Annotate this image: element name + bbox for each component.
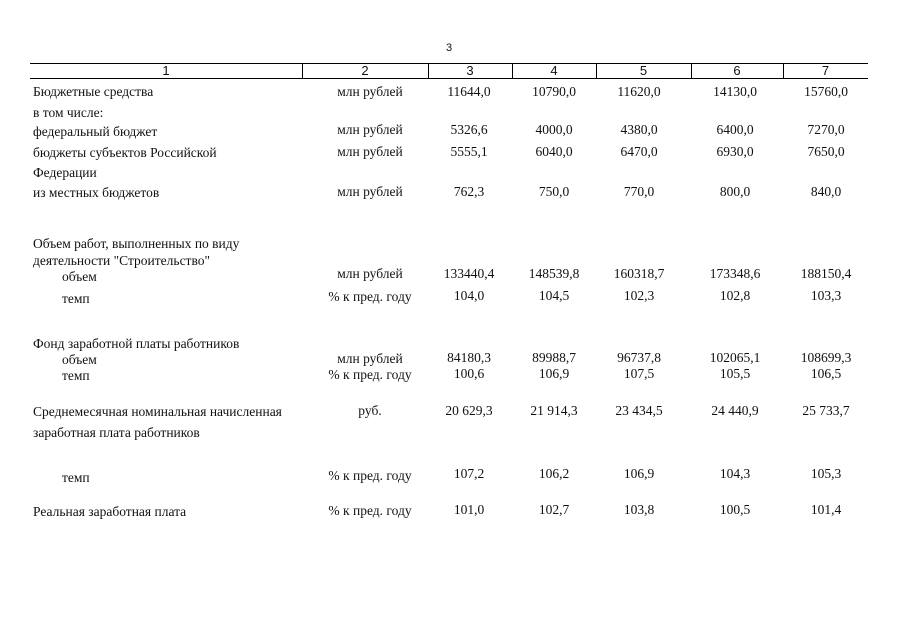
- cell-value: 21 914,3: [530, 403, 578, 418]
- row-label: Федерации: [33, 165, 97, 180]
- cell-value: 25 733,7: [802, 403, 850, 418]
- cell-value: 104,3: [719, 466, 751, 481]
- header-col-5: 5: [639, 63, 648, 78]
- cell-value: 24 440,9: [711, 403, 759, 418]
- row-label: в том числе:: [33, 105, 104, 120]
- row-label: заработная плата работников: [33, 425, 200, 440]
- cell-value: 15760,0: [804, 84, 848, 99]
- header-col-2: 2: [361, 63, 369, 78]
- row-label: федеральный бюджет: [33, 124, 158, 139]
- cell-value: 102,7: [538, 502, 570, 517]
- cell-value: 4380,0: [620, 122, 658, 137]
- cell-value: 102065,1: [709, 350, 761, 365]
- page-number: 3: [445, 42, 453, 54]
- cell-value: 5555,1: [450, 144, 488, 159]
- section-title: Фонд заработной платы работников: [33, 336, 240, 351]
- cell-value: 105,3: [810, 466, 842, 481]
- cell-value: 103,3: [810, 288, 842, 303]
- cell-value: 108699,3: [800, 350, 852, 365]
- row-label: из местных бюджетов: [33, 185, 160, 200]
- cell-value: 11620,0: [617, 84, 661, 99]
- cell-value: 133440,4: [443, 266, 495, 281]
- row-unit: млн рублей: [337, 184, 403, 199]
- row-unit: руб.: [358, 403, 382, 418]
- cell-value: 160318,7: [613, 266, 665, 281]
- row-label: темп: [62, 368, 90, 383]
- cell-value: 100,6: [453, 366, 485, 381]
- cell-value: 7270,0: [807, 122, 845, 137]
- table-header: [30, 63, 868, 79]
- cell-value: 10790,0: [532, 84, 576, 99]
- cell-value: 840,0: [810, 184, 842, 199]
- cell-value: 6470,0: [620, 144, 658, 159]
- cell-value: 148539,8: [528, 266, 580, 281]
- cell-value: 96737,8: [617, 350, 661, 365]
- cell-value: 4000,0: [535, 122, 573, 137]
- row-unit: млн рублей: [337, 122, 403, 137]
- cell-value: 100,5: [719, 502, 751, 517]
- header-col-4: 4: [550, 63, 558, 78]
- row-label: объем: [62, 352, 97, 367]
- row-label: бюджеты субъектов Российской: [33, 145, 217, 160]
- row-label: Бюджетные средства: [33, 84, 154, 99]
- header-col-6: 6: [733, 63, 741, 78]
- cell-value: 106,9: [623, 466, 655, 481]
- row-unit: % к пред. году: [328, 468, 412, 483]
- header-col-3: 3: [466, 63, 474, 78]
- cell-value: 102,3: [623, 288, 655, 303]
- header-col-1: 1: [162, 63, 170, 78]
- cell-value: 173348,6: [709, 266, 761, 281]
- cell-value: 102,8: [719, 288, 751, 303]
- cell-value: 89988,7: [532, 350, 576, 365]
- cell-value: 762,3: [453, 184, 485, 199]
- row-unit: млн рублей: [337, 351, 403, 366]
- cell-value: 104,0: [453, 288, 485, 303]
- section-title: деятельности "Строительство": [33, 253, 211, 268]
- row-label: объем: [62, 269, 97, 284]
- row-label: Среднемесячная номинальная начисленная: [33, 404, 282, 419]
- cell-value: 107,5: [623, 366, 655, 381]
- cell-value: 106,5: [810, 366, 842, 381]
- row-label: темп: [62, 470, 90, 485]
- row-unit: млн рублей: [337, 266, 403, 281]
- cell-value: 6400,0: [716, 122, 754, 137]
- row-unit: % к пред. году: [328, 289, 412, 304]
- row-unit: млн рублей: [337, 84, 403, 99]
- row-label: темп: [62, 291, 90, 306]
- cell-value: 84180,3: [447, 350, 491, 365]
- row-unit: млн рублей: [337, 144, 403, 159]
- cell-value: 14130,0: [713, 84, 757, 99]
- cell-value: 770,0: [623, 184, 655, 199]
- cell-value: 6040,0: [535, 144, 573, 159]
- header-col-7: 7: [821, 63, 830, 78]
- cell-value: 101,4: [810, 502, 842, 517]
- cell-value: 107,2: [453, 466, 485, 481]
- cell-value: 7650,0: [807, 144, 845, 159]
- cell-value: 105,5: [719, 366, 751, 381]
- cell-value: 20 629,3: [445, 403, 493, 418]
- cell-value: 6930,0: [716, 144, 754, 159]
- cell-value: 800,0: [719, 184, 751, 199]
- cell-value: 23 434,5: [615, 403, 663, 418]
- cell-value: 750,0: [538, 184, 570, 199]
- cell-value: 106,2: [538, 466, 570, 481]
- row-unit: % к пред. году: [328, 367, 412, 382]
- cell-value: 101,0: [453, 502, 485, 517]
- cell-value: 11644,0: [447, 84, 491, 99]
- cell-value: 5326,6: [450, 122, 488, 137]
- cell-value: 103,8: [623, 502, 655, 517]
- row-label: Реальная заработная плата: [33, 504, 187, 519]
- section-title: Объем работ, выполненных по виду: [33, 236, 240, 251]
- row-unit: % к пред. году: [328, 503, 412, 518]
- cell-value: 106,9: [538, 366, 570, 381]
- cell-value: 188150,4: [800, 266, 852, 281]
- cell-value: 104,5: [538, 288, 570, 303]
